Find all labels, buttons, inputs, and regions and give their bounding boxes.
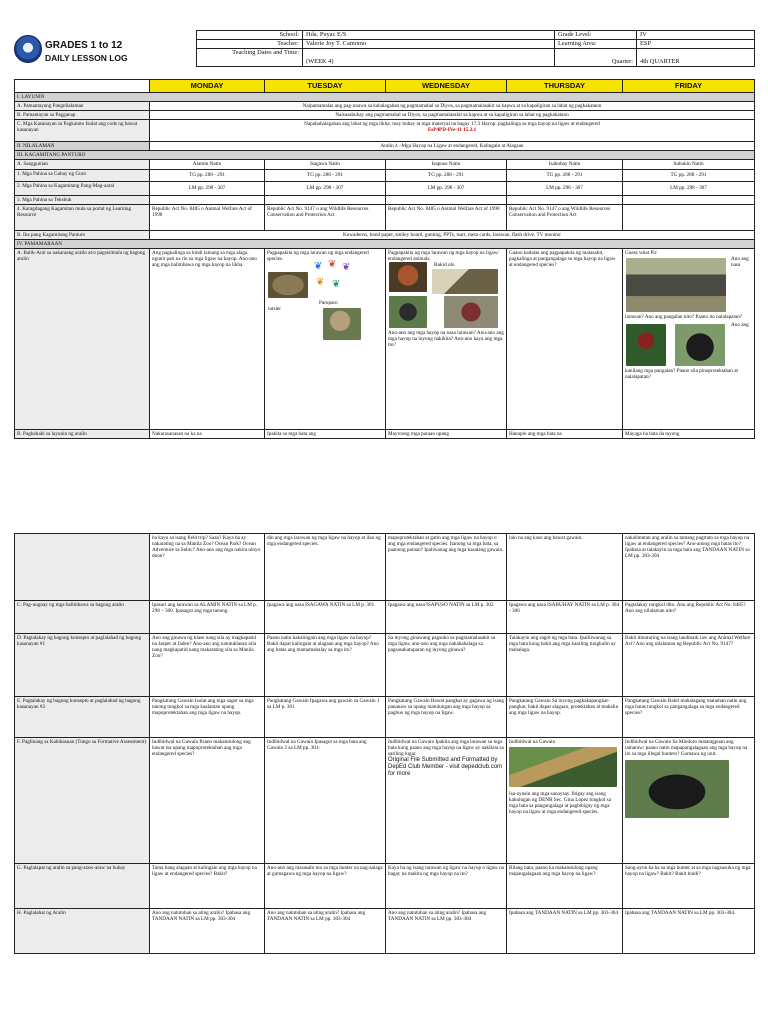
school-label: School:	[197, 31, 303, 40]
bird-photo	[389, 296, 427, 328]
tg-mon: TG pp. 288 - 291	[150, 169, 265, 181]
dates-value: (WEEK 4)	[303, 49, 555, 67]
grade-level-value: IV	[637, 31, 755, 40]
g-wed: Kaya ba ng isang larawan ng ligaw na hayop o ligaw na bagay na makita ng mga hayop na ito?	[386, 864, 507, 909]
row-label-h: H. Paglalahat ng Aralin	[15, 909, 150, 954]
row-label-paghahabi: B. Paghahabi sa layunin ng aralin	[15, 429, 150, 438]
paghahabi-tue: Ipakita sa mga bata ang	[265, 429, 386, 438]
g-tue: Ano-ano ang masasabi mo sa mga hunter na nag-aalaga at gumagawa ng mga hayop na ligaw?	[265, 864, 386, 909]
row-label-karagdagan: 4. Karagdagang Kagamitan mula sa portal ng Learning Resource	[15, 204, 150, 230]
lesson-log-table-page1	[14, 79, 755, 439]
kasanayan-cell	[150, 120, 755, 142]
lm-thu: LM pp. 298 - 307	[507, 181, 623, 195]
tg-wed: TG pp. 288 - 291	[386, 169, 507, 181]
section-kagamitan: III. KAGAMITANG PANTURO	[15, 151, 755, 160]
balik-fri-bottom: kanilang mga pangalan? Paano sila pinoprotektahan at nalalapatan?	[625, 368, 738, 381]
tg-tue: TG pp. 288 - 291	[265, 169, 386, 181]
kasanayan-code: EsP4PD-IVe-11 15.2.1	[427, 127, 477, 134]
f-fri	[623, 738, 755, 864]
balik-fri	[623, 248, 755, 429]
day-title-tue: Isagawa Natin	[265, 160, 386, 169]
balik-thu: Gaano kadalas ang pagpapakita ng malasakit, pagkalinga at pangangalaga sa mga hayop na ligaw at endangered species?	[507, 248, 623, 429]
c-fri: Pagtalakay tungkol dito. Ano ang Republic Act No. 8485? Ano ang nilalaman nito?	[623, 601, 755, 634]
d-mon: Ano ang ginawa ng klase nang sila ay magkapatid na Jasper at Jaden? Ano-ano ang natutuklasan nila nang magkapatid nang makarating sila sa Manila Zoo?	[150, 634, 265, 697]
eagle-photo	[432, 269, 498, 294]
day-title-fri: Subukin Natin	[623, 160, 755, 169]
h-fri: Ipabasa ang TANDAAN NATIN sa LM pp. 303-304.	[623, 909, 755, 954]
bird-photo-2	[444, 296, 498, 328]
f-thu-bottom: Isa-ayusin ang mga sanaysay. Ibigay ang isang kahulugan ng DENR Sec. Gina Lopez tungkol sa mga bata sa pangangalaga at pagbibigay ng mga hayop na ligaw at mga endangered species.	[509, 791, 611, 816]
c-wed: Ipagawa ang nasa ISAPUSO NATIN sa LM p. 302	[386, 601, 507, 634]
balik-fri-side2: Ano ang	[731, 322, 749, 329]
h-thu: Ipabasa ang TANDAAN NATIN sa LM pp. 303-304	[507, 909, 623, 954]
cont-mon: ba kayo sa isang field trip? Saan? Kaya ba ay nakarating na sa Manila Zoo? Ocean Park? Ocean Adventure sa Subic? Ano-ano ang mga nakita ninyo doon?	[150, 534, 265, 601]
lm-tue: LM pp. 298 - 307	[265, 181, 386, 195]
balik-wed	[386, 248, 507, 429]
d-fri: Bakit itinuturing na isang landmark law ang Animal Welfare Act? Ano ang nilalaman ng Republic Act No. 9147?	[623, 634, 755, 697]
section-pamamaraan: IV. PAMAMARAAN	[15, 239, 755, 248]
log-title: GRADES 1 to 12	[45, 40, 123, 51]
boar-photo	[626, 258, 726, 312]
header-info-table	[196, 30, 755, 67]
karagdagan-mon: Republic Act No. 8485 o Animal Welfare Act of 1998	[150, 204, 265, 230]
lm-wed: LM pp. 298 - 307	[386, 181, 507, 195]
f-fri-text: Indibidwal na Gawain Sa Mindoro matatagpuan ang tamaraw; paano natin mapapangalagaan ang mga hayop na ito sa mga illegal hunters? Gumawa ng unit.	[625, 739, 748, 758]
cont-tue: din ang mga larawan ng mga ligaw na hayop at ilan ng mga endangered species.	[265, 534, 386, 601]
g-fri: Sang-ayon ka ba sa mga hunter at sa mga nagsusuka ng mga hayop na ligaw? Bakit? Bakit hindi?	[623, 864, 755, 909]
tarsier-photo	[323, 308, 361, 340]
e-mon: Pangkatang Gawain Isulat ang mga sagot sa mga tanong tungkol sa mga kaalaman upang mapoprotektahan ang mga ligaw na hayop.	[150, 697, 265, 738]
row-label-lm: 2. Mga Pahina sa Kagamitang Pang-Mag-aaral	[15, 181, 150, 195]
row-label-teksbuk: 3. Mga Pahina sa Teksbuk	[15, 195, 150, 204]
e-tue: Pangkatang Gawain Ipagawa ang gawain sa Gawain 1 sa LM p. 301	[265, 697, 386, 738]
day-header-tuesday: TUESDAY	[265, 80, 386, 93]
section-layunin: I. LAYUNIN	[15, 93, 755, 102]
tamaraw-photo	[675, 324, 725, 366]
f-wed-text: Indibidwal na Gawain Ipakita ang mga larawan sa mga bata kung paano ang mga hayop na ligaw ay nakikita sa sariling lugar.	[388, 739, 504, 758]
row-label-kasanayan: C. Mga Kasanayan sa Pagkatuto Isulat ang code ng bawat kasanayan	[15, 120, 150, 142]
paruparo-caption: Paruparo	[319, 300, 338, 307]
day-title-wed: Isapuso Natin	[386, 160, 507, 169]
bird-branch-photo	[509, 747, 617, 787]
teacher-value: Valerie Joy T. Camomo	[303, 40, 555, 49]
pagganap-text: Naisasabuhay ang pagmamahal sa Diyos, sa pagmamalasakit sa kapwa at sa kapaligiran sa lahat ng pagkakataon	[150, 111, 755, 120]
grade-level-label: Grade Level:	[555, 31, 637, 40]
paghahabi-wed: Mayroong mga paraan upang	[386, 429, 507, 438]
balik-mon: Ang pagkalinga sa hindi lamang sa mga alaga, ngunit pati na rin sa mga ligaw na hayop. Ano-ano ang mga halimbawa ng mga hayop na likha	[150, 248, 265, 429]
row-label-e: E. Pagtalakay ng bagong konsepto at paglalahad ng bagong kasanayan #2	[15, 697, 150, 738]
h-mon: Ano ang natutuhan sa ating aralin? Ipabasa ang TANDAAN NATIN sa LM pp. 303-304	[150, 909, 265, 954]
paghahabi-fri: Mayaga ba bata da tayong	[623, 429, 755, 438]
learning-area-label: Learning Area:	[555, 40, 637, 49]
d-wed: Sa inyong ginawang pagsuko sa pagmamalasakit sa mga ligaw, ano-ano ang mga nakakahalaga sa pagsasakatuparan ng inyong ginawa?	[386, 634, 507, 697]
lm-mon: LM pp. 298 - 307	[150, 181, 265, 195]
lesson-log-table-page2	[14, 533, 755, 954]
row-label-sanggunian: A. Sanggunian	[15, 160, 150, 169]
balik-tue	[265, 248, 386, 429]
tamaraw-photo-2	[625, 760, 729, 818]
c-mon: Ipasuri ang larawan sa ALAMIN NATIN sa LM p. 298 – 300. Ipasagot ang mga tanong.	[150, 601, 265, 634]
paghahabi-mon: Nakarasanasan na ka na	[150, 429, 265, 438]
karagdagan-tue: Republic Act No. 9147 o ang Wildlife Resources Conservation and Protection Act	[265, 204, 386, 230]
log-subtitle: DAILY LESSON LOG	[45, 53, 128, 63]
row-label-g: G. Paglalapat ng aralin sa pang-araw-araw na buhay	[15, 864, 150, 909]
balik-fri-top: Guess what Pic	[625, 249, 657, 256]
day-title-mon: Alamin Natin	[150, 160, 265, 169]
dates-label: Teaching Dates and Time:	[197, 49, 303, 67]
h-wed: Ano ang natutuhan sa ating aralin? Ipabasa ang TANDAAN NATIN sa LM pp. 303-304	[386, 909, 507, 954]
h-tue: Ano ang natutuhan sa ating aralin? Ipabasa ang TANDAAN NATIN sa LM pp. 303-304	[265, 909, 386, 954]
f-tue: Indibidwal na Gawain Ipasagot sa mga bata ang Gawain 2 sa LM pp. 301-	[265, 738, 386, 864]
teacher-label: Teacher:	[197, 40, 303, 49]
chicken-photo	[389, 262, 427, 292]
day-header-wednesday: WEDNESDAY	[386, 80, 507, 93]
f-wed-depedclub-note: Original File Submitted and Formatted by DepEd Club Member - visit depedclub.com for more	[388, 757, 503, 778]
ibapa-text: Kuwaderno, bond paper, smiley board, gunting, PPTs, tsart, meta cards, larawan, flash drive, TV monitor	[150, 230, 755, 239]
tg-thu: TG pp. 288 - 291	[507, 169, 623, 181]
paghahabi-thu: Hanapin ang mga bata na	[507, 429, 623, 438]
c-tue: Ipagawa ang nasa ISAGAWA NATIN sa LM p. 301	[265, 601, 386, 634]
quarter-label: Quarter:	[555, 49, 637, 67]
f-wed	[386, 738, 507, 864]
deped-seal-icon	[14, 35, 42, 63]
balik-fri-mid: larawan? Ano ang pangalan nito? Paano ito nalalapatan?	[625, 313, 743, 320]
balik-tue-bottom: tarsier	[268, 306, 281, 313]
c-thu: Ipagawa ang nasa ISABUHAY NATIN sa LM p. 304 - 306	[507, 601, 623, 634]
parrot-photo	[626, 324, 666, 366]
learning-area-value: ESP	[637, 40, 755, 49]
f-thu-top: Indibidwal na Gawain	[509, 739, 556, 745]
quarter-value: 4th QUARTER	[637, 49, 755, 67]
row-label-d: D. Pagtalakay ng bagong konsepto at paglalahad ng bagong kasanayan #1	[15, 634, 150, 697]
school-value: Hda. Puyac E/S	[303, 31, 555, 40]
balik-fri-side1: Ano ang nasa	[731, 255, 749, 269]
nilalaman-text: Aralin 4 –Mga Hayop na Ligaw at endangered, Kalingain at Alagaan	[150, 142, 755, 151]
g-mon: Tama bang alagaan at kalingain ang mga hayop na ligaw at endangered species? Bakit?	[150, 864, 265, 909]
row-label-ibapa: B. Iba pang Kagamitang Panturo	[15, 230, 150, 239]
e-thu: Pangkatang Gawain Sa inyong pagkakapangkat-pangkat, bakit dapat alagaan, protektahan at mahalin ang mga ligaw na hayop.	[507, 697, 623, 738]
g-thu: Bilang bata, paano ka makatutulong upang mapangalagaan ang mga hayop na ligaw?	[507, 864, 623, 909]
d-tue: Paano natin kakalingain ang mga ligaw na hayop? Bakit dapat kalingain at alagaan ang mga hayop? Ano ang batas ang mamamahalay sa mga ito?	[265, 634, 386, 697]
day-title-thu: Isabuhay Natin	[507, 160, 623, 169]
day-header-thursday: THURSDAY	[507, 80, 623, 93]
d-thu: Talakayin ang sagot ng mga bata. Ipaliliwanag sa mga bata kung bakit ang mga kaniling tungkulin ay mahalaga.	[507, 634, 623, 697]
karagdagan-thu: Republic Act No. 9147 o ang Wildlife Resources Conservation and Protection Act	[507, 204, 623, 230]
row-label-pamantayan: A. Pamantayang Pangnilalaman	[15, 102, 150, 111]
cont-thu: lalo na ang kaso ang bawat gawain.	[507, 534, 623, 601]
row-label-tg: 1. Mga Pahina sa Gabay ng Guro	[15, 169, 150, 181]
cont-wed: mapoprotektahan at gatin ang mga ligaw na hayop o ang mga endangered species. Itanong sa mga bata, sa paanong paraan? Ipaliwanag ang mga kasalang gawain.	[386, 534, 507, 601]
cont-fri: nakalimutan ang aralin sa tamang pagtrato sa mga hayop na ligaw at endangered species? Ano-anong mga batas ito? Ipabasa at talakayin sa mga bata ang TANDAAN NATIN sa LM pp. 303-304	[623, 534, 755, 601]
day-header-monday: MONDAY	[150, 80, 265, 93]
turtle-photo	[268, 272, 308, 298]
kasanayan-text: Napahahalagahan ang lahat ng mga likha: may buhay at mga materyal na bagay 17.3 Hayop: pagkalinga sa mga hayop na ligaw at endangered	[304, 121, 600, 128]
row-label-c: C. Pag-uugnay ng mga halimbawa sa bagong aralin	[15, 601, 150, 634]
e-wed: Pangkatang Gawain Bawat pangkat ay gagawa ng isang pananaw sa upang matulungan ang mga hayop sa pagbuo ng mga hayop na ligaw.	[386, 697, 507, 738]
bukid-ulo-caption: Bukid ulo	[434, 262, 455, 269]
balik-wed-bottom: Ano-ano ang mga hayop na nasa larawan? Anu-ano ang mga hayop na inyong nakikita? Ano-ano kaya ang mga ito?	[388, 330, 504, 349]
butterflies-photo: ❦ ❦ ❦ ❦ ❦	[312, 262, 358, 298]
f-mon: Indibidwal na Gawain Paano makatutulong ang bawat isa upang mapoprotektahan ang mga endangered species?	[150, 738, 265, 864]
e-fri: Pangkatang Gawain Bakit mahalagang malaman natin ang mga batas tungkol sa pangangalaga sa mga endangered species?	[623, 697, 755, 738]
row-label-nilalaman: II. NILALAMAN	[15, 142, 150, 151]
balik-wed-text: Pagpapakita ng mga larawan ng mga hayop na ligaw/ endangered animals.	[388, 249, 499, 262]
row-label-pagganap: B. Pamantayan sa Pagganap	[15, 111, 150, 120]
lm-fri: LM pp. 298 - 307	[623, 181, 755, 195]
row-label-f: F. Paglinang sa Kabihasnan (Tungo sa Formative Assessment)	[15, 738, 150, 864]
balik-tue-text: Pagpapakita ng mga larawan ng mga endangered species.	[267, 249, 369, 262]
row-label-balik-aral: A. Balik-Aral sa nakaraang aralin at/o pagsisimula ng bagong aralin	[15, 248, 150, 429]
pamantayan-text: Naipamamalas ang pag-unawa sa kahalagahan ng pagmamahal sa Diyos, sa pagmamalasakit sa kapwa at sa kapaligiran sa lahat ng pagkakataon	[150, 102, 755, 111]
f-thu	[507, 738, 623, 864]
tg-fri: TG pp. 288 - 291	[623, 169, 755, 181]
day-header-friday: FRIDAY	[623, 80, 755, 93]
karagdagan-wed: Republic Act No. 8485 o Animal Welfare Act of 1998	[386, 204, 507, 230]
